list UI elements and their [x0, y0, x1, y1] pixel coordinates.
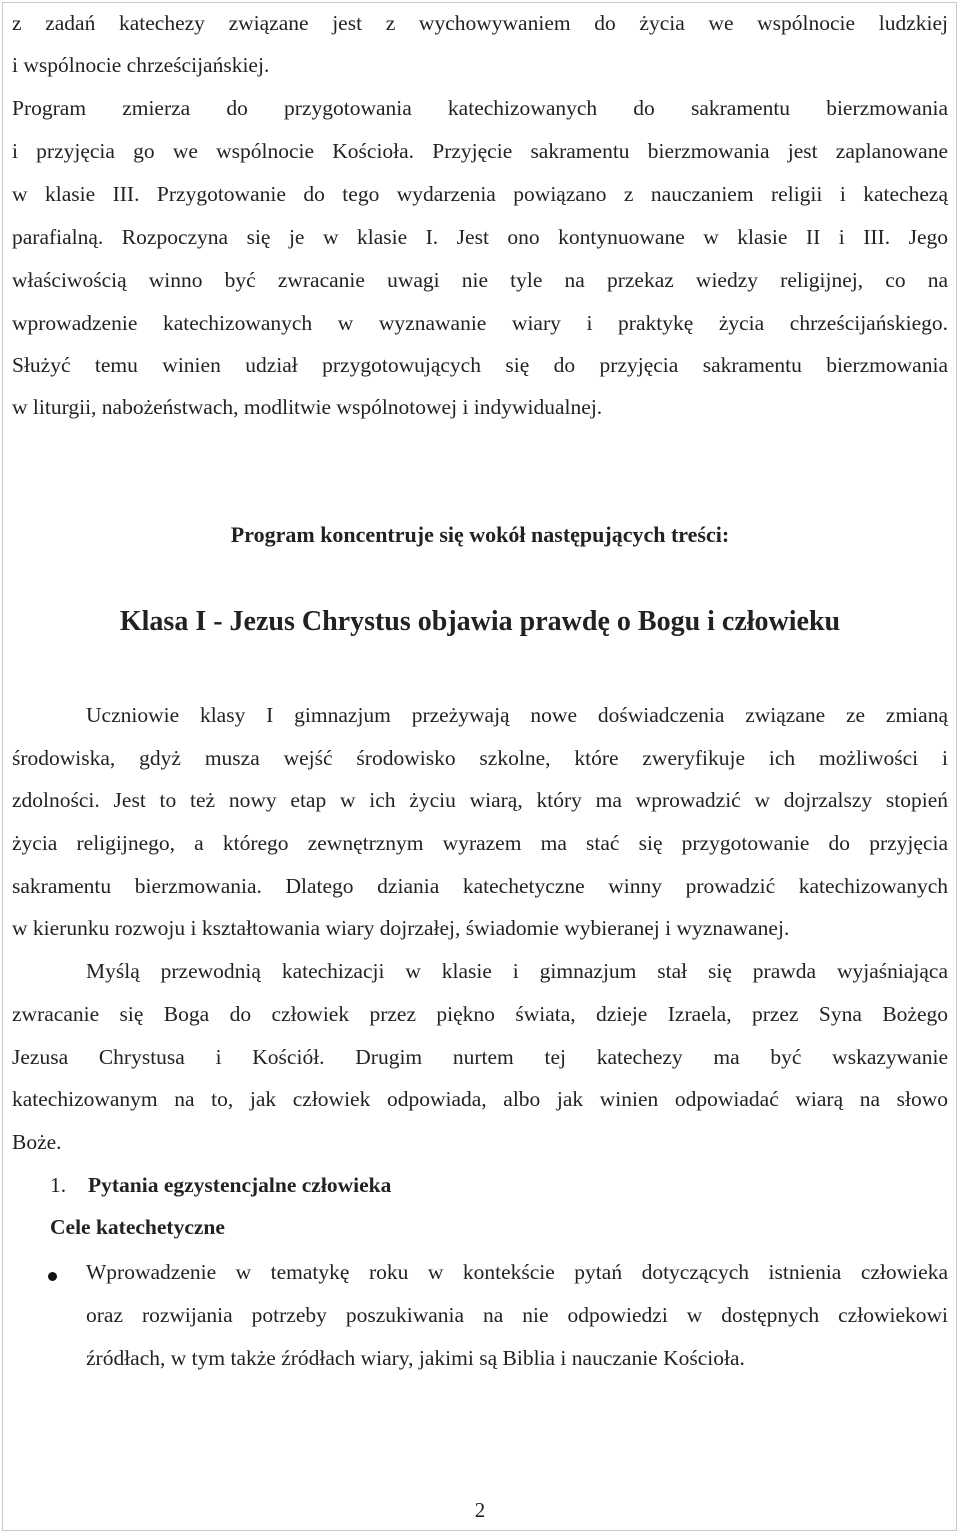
bullet-text-line: źródłach, w tym także źródłach wiary, jakimi są Biblia i nauczanie Kościoła. — [86, 1346, 745, 1370]
text-line: w klasie III. Przygotowanie do tego wydarzenia powiązano z nauczaniem religii i katechezą — [12, 182, 948, 206]
bullet-icon — [48, 1272, 57, 1281]
text-line: z zadań katechezy związane jest z wychowywaniem do życia we wspólnocie ludzkiej — [12, 11, 948, 35]
section-number: 1. — [50, 1173, 67, 1197]
text-line: Boże. — [12, 1130, 62, 1154]
text-line: Uczniowie klasy I gimnazjum przeżywają nowe doświadczenia związane ze zmianą — [86, 703, 948, 727]
subsection-title: Cele katechetyczne — [50, 1215, 225, 1239]
klasa-heading: Klasa I - Jezus Chrystus objawia prawdę o Bogu i człowieku — [119, 606, 841, 637]
text-line: katechizowanym na to, jak człowiek odpowiada, albo jak winien odpowiadać wiarą na słowo — [12, 1087, 948, 1111]
text-line: i wspólnocie chrześcijańskiej. — [12, 53, 270, 77]
text-line: w kierunku rozwoju i kształtowania wiary dojrzałej, świadomie wybieranej i wyznawanej. — [12, 916, 790, 940]
section-title: Pytania egzystencjalne człowieka — [88, 1173, 392, 1197]
text-line: zwracanie się Boga do człowiek przez piękno świata, dzieje Izraela, przez Syna Bożego — [12, 1002, 948, 1026]
text-line: sakramentu bierzmowania. Dlatego dziania katechetyczne winny prowadzić katechizowanych — [12, 874, 948, 898]
text-line: parafialną. Rozpoczyna się je w klasie I. Jest ono kontynuowane w klasie II i III. Jego — [12, 225, 948, 249]
text-line: Myślą przewodnią katechizacji w klasie i gimnazjum stał się prawda wyjaśniająca — [86, 959, 948, 983]
text-line: środowiska, gdyż musza wejść środowisko szkolne, które zweryfikuje ich możliwości i — [12, 746, 948, 770]
text-line: właściwością winno być zwracanie uwagi nie tyle na przekaz wiedzy religijnej, co na — [12, 268, 948, 292]
text-line: wprowadzenie katechizowanych w wyznawanie wiary i praktykę życia chrześcijańskiego. — [12, 311, 948, 335]
program-heading: Program koncentruje się wokół następujących treści: — [230, 522, 730, 547]
text-line: Program zmierza do przygotowania katechizowanych do sakramentu bierzmowania — [12, 96, 948, 120]
text-line: i przyjęcia go we wspólnocie Kościoła. Przyjęcie sakramentu bierzmowania jest zaplanowane — [12, 139, 948, 163]
text-line: zdolności. Jest to też nowy etap w ich życiu wiarą, który ma wprowadzić w dojrzalszy stopień — [12, 788, 948, 812]
bullet-text-line: Wprowadzenie w tematykę roku w kontekście pytań dotyczących istnienia człowieka — [86, 1260, 948, 1284]
text-line: Służyć temu winien udział przygotowujących się do przyjęcia sakramentu bierzmowania — [12, 353, 948, 377]
page-number: 2 — [474, 1498, 486, 1522]
text-line: Jezusa Chrystusa i Kościół. Drugim nurtem tej katechezy ma być wskazywanie — [12, 1045, 948, 1069]
bullet-text-line: oraz rozwijania potrzeby poszukiwania na nie odpowiedzi w dostępnych człowiekowi — [86, 1303, 948, 1327]
text-line: życia religijnego, a którego zewnętrznym wyrazem ma stać się przygotowanie do przyjęcia — [12, 831, 948, 855]
text-line: w liturgii, nabożeństwach, modlitwie wspólnotowej i indywidualnej. — [12, 395, 603, 419]
